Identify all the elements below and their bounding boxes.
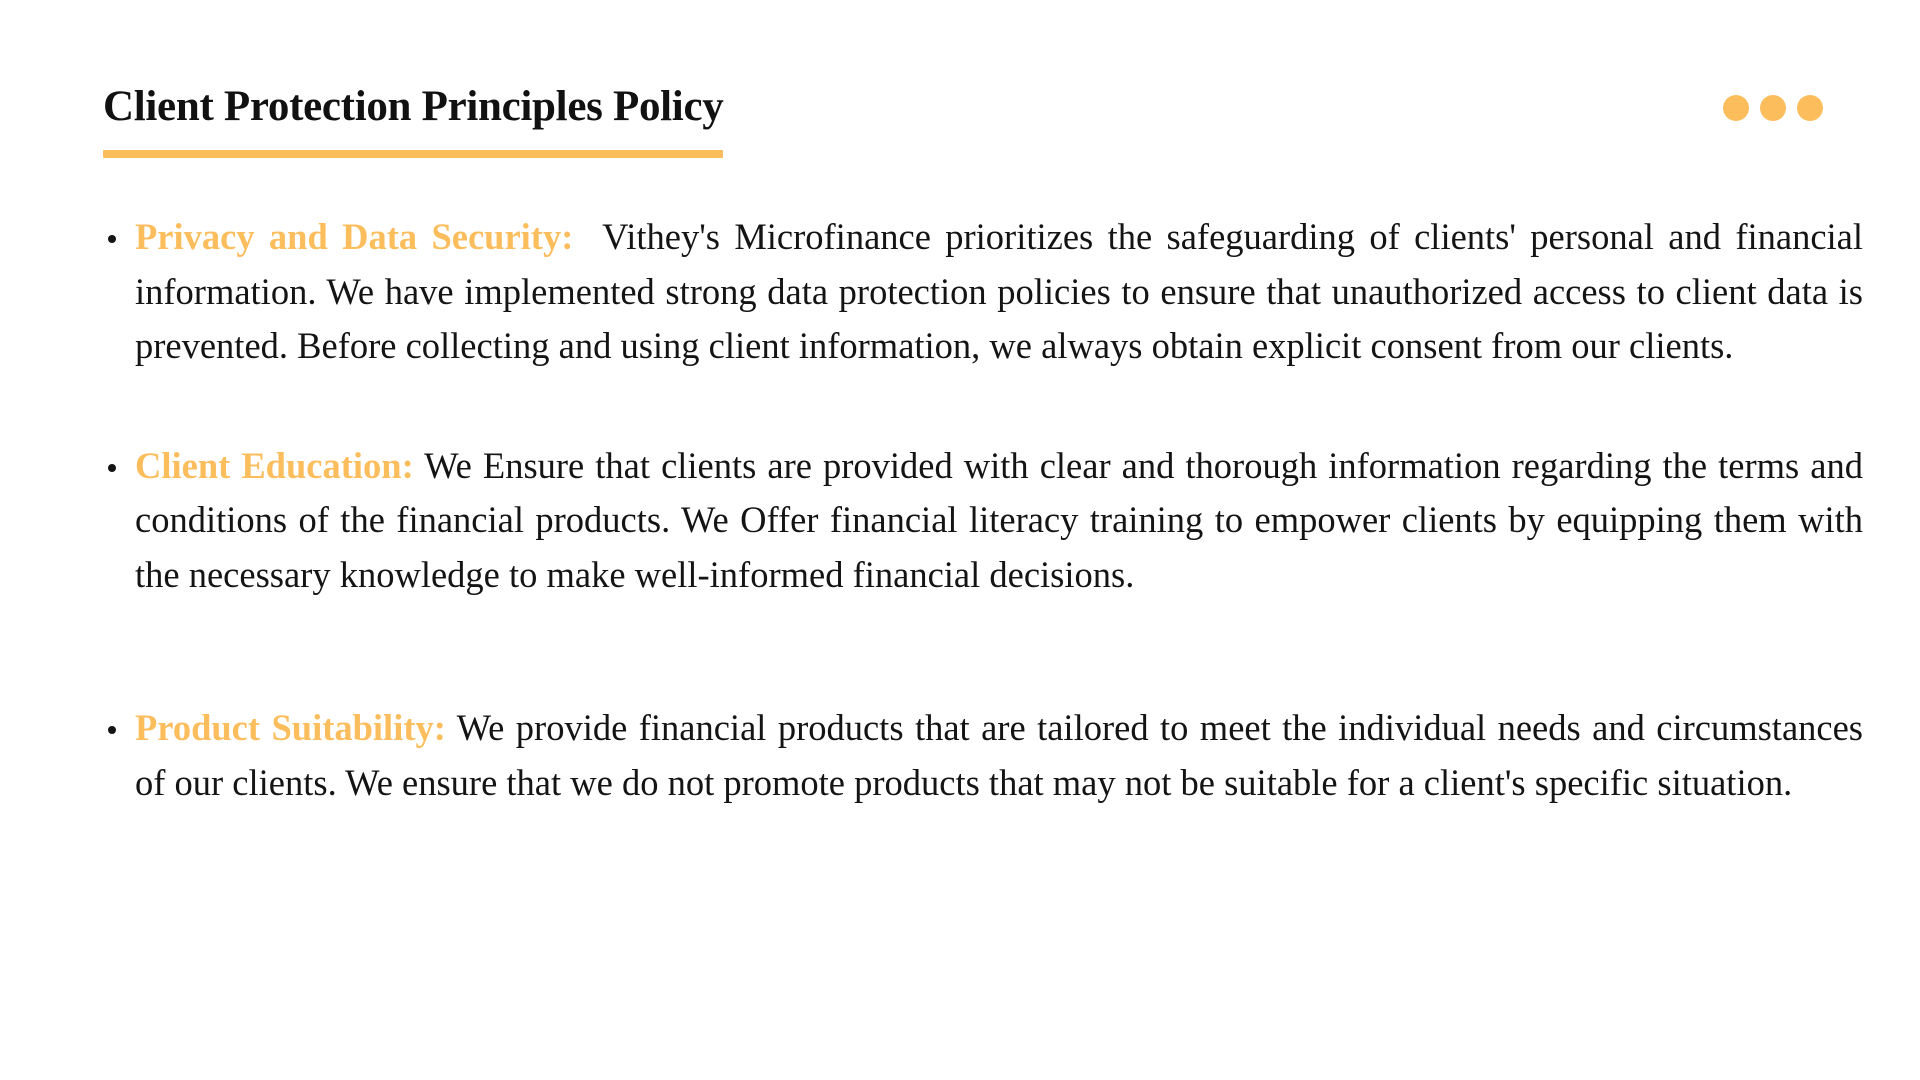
decorative-dots bbox=[1723, 95, 1823, 121]
principles-list bbox=[103, 210, 1863, 810]
dot-icon bbox=[1723, 95, 1749, 121]
list-item-product-suitability bbox=[103, 701, 1863, 810]
principle-label: Privacy and Data Security: bbox=[135, 216, 574, 257]
principle-label: Client Education: bbox=[135, 444, 414, 486]
header bbox=[103, 80, 723, 158]
dot-icon bbox=[1797, 95, 1823, 121]
title-underline bbox=[103, 150, 723, 158]
principle-text: Vithey's Microfinance prioritizes the safeguarding of clients' personal and financial information. We have implemented strong data protection policies to ensure that unauthorized access to client data is prevented. Before collecting and using client information, we always obtain explicit consent from our clients. bbox=[135, 216, 1863, 366]
list-item-privacy bbox=[103, 210, 1863, 374]
principle-text: We Ensure that clients are provided with clear and thorough information regarding the terms and conditions of the financial products. We Offer financial literacy training to empower clients by equipping them with the necessary knowledge to make well-informed financial decisions. bbox=[135, 444, 1863, 595]
principle-label: Product Suitability: bbox=[135, 707, 446, 748]
page-title: Client Protection Principles Policy bbox=[103, 83, 724, 130]
list-item-client-education bbox=[103, 439, 1863, 603]
dot-icon bbox=[1760, 95, 1786, 121]
principle-text: We provide financial products that are tailored to meet the individual needs and circumstances of our clients. We ensure that we do not promote products that may not be suitable for a client's specific situation. bbox=[135, 707, 1863, 803]
